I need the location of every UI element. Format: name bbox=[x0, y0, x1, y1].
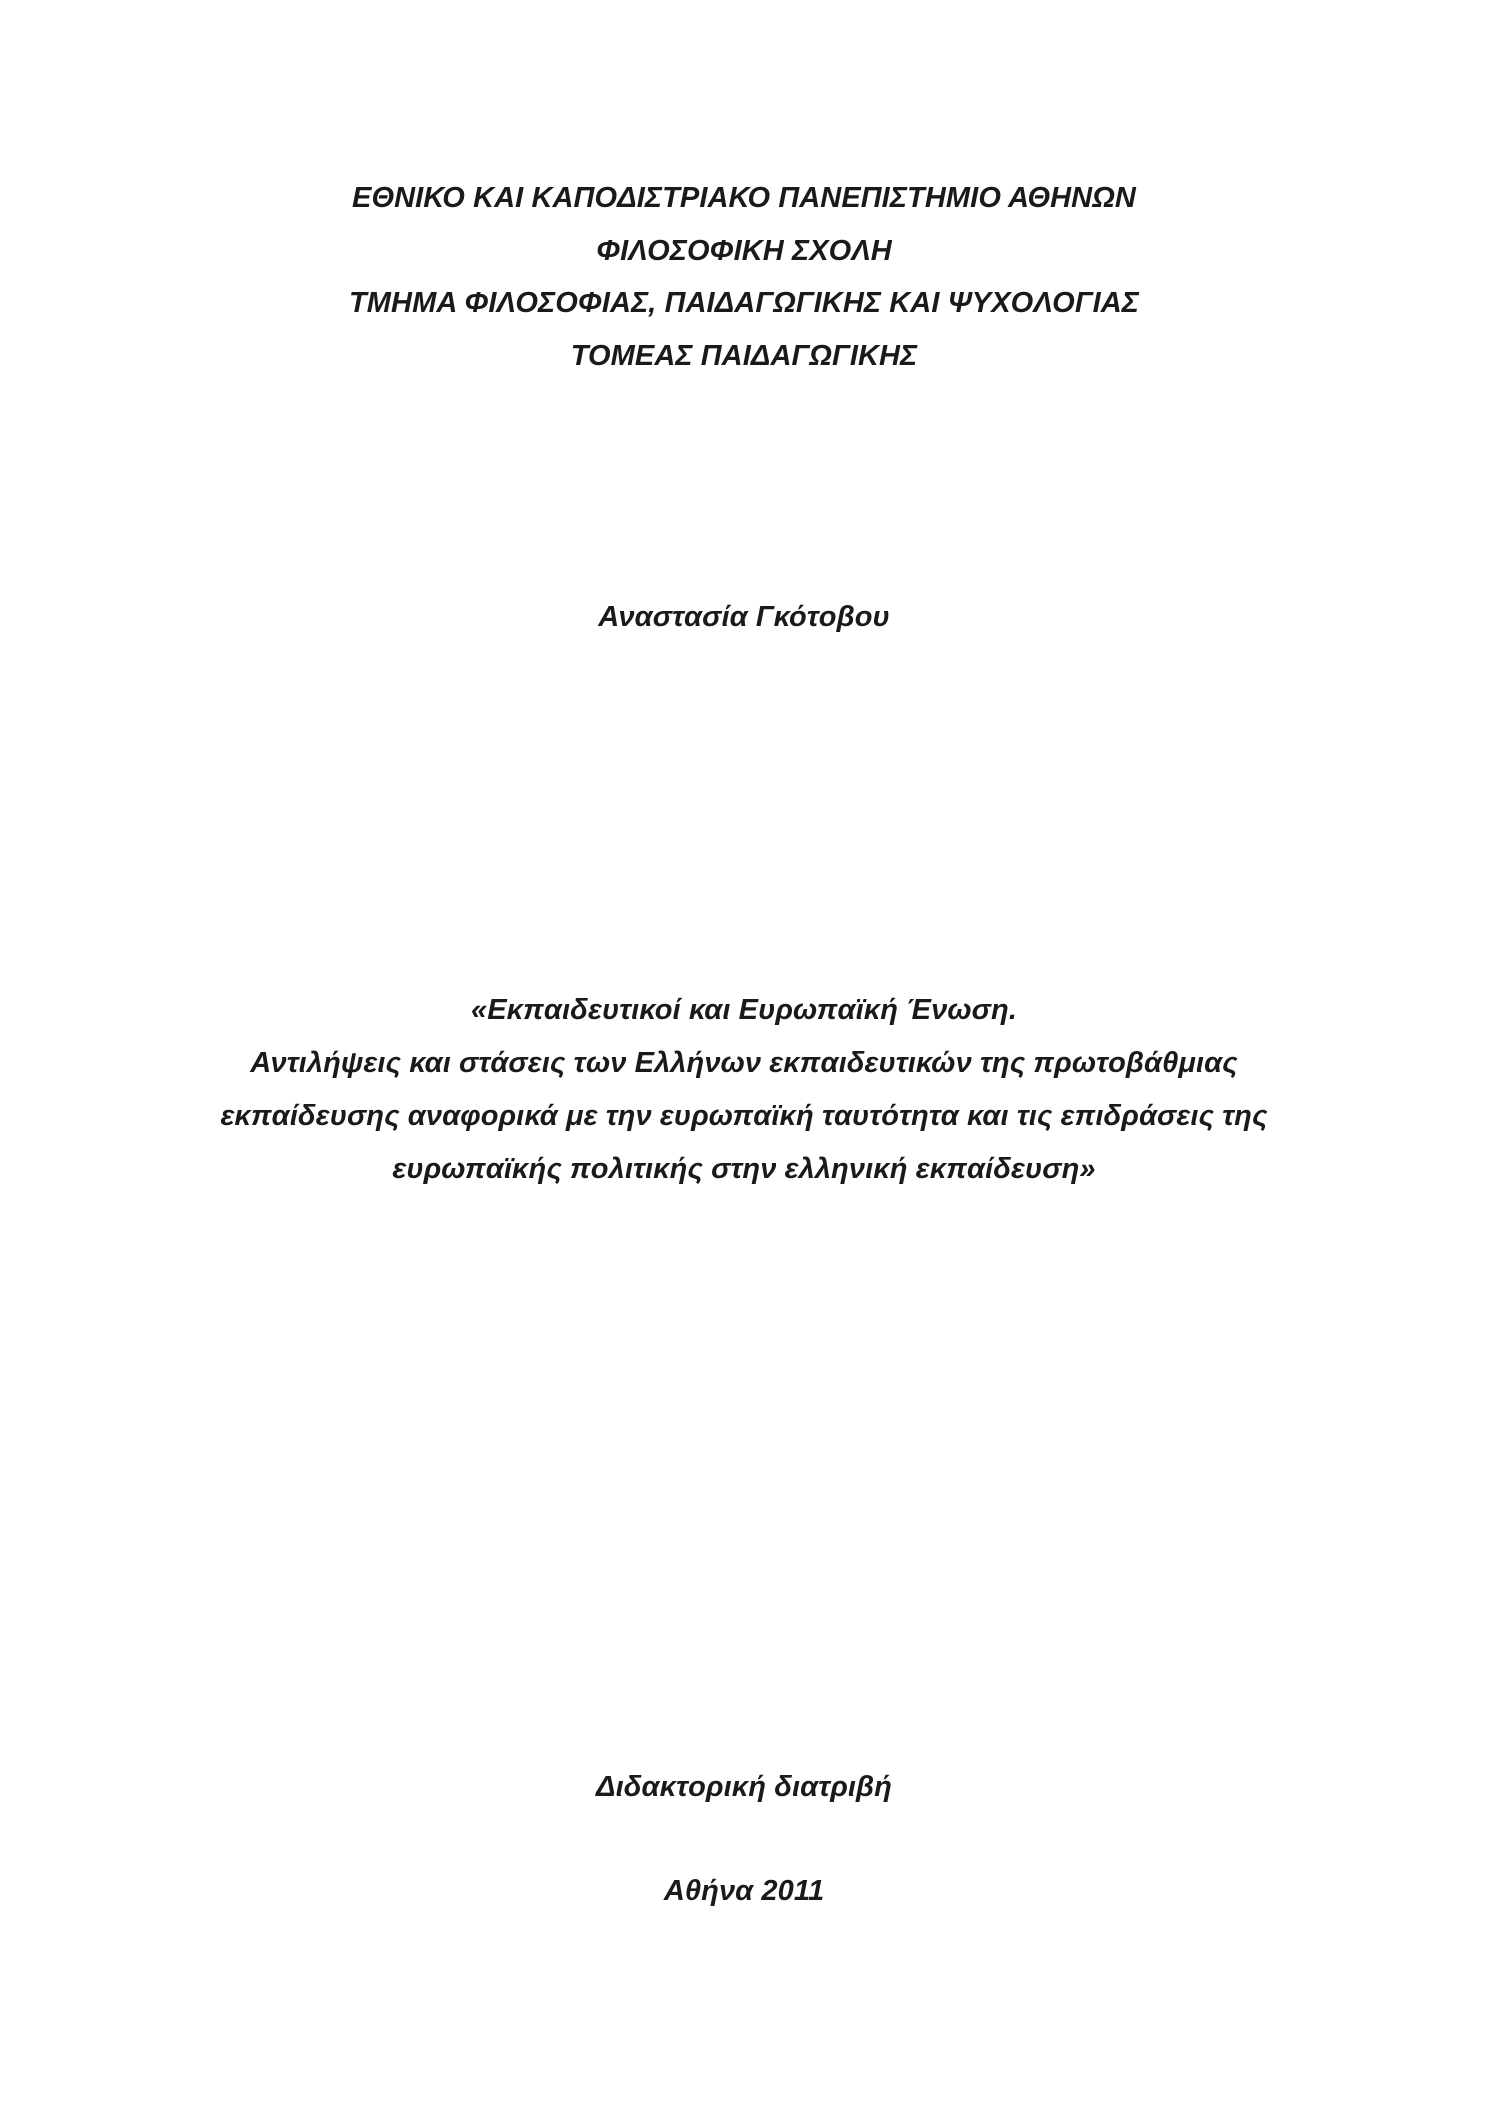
university-name: ΕΘΝΙΚΟ ΚΑΙ ΚΑΠΟΔΙΣΤΡΙΑΚΟ ΠΑΝΕΠΙΣΤΗΜΙΟ ΑΘΗΝΩΝ bbox=[352, 182, 1136, 214]
thesis-title-line-3: εκπαίδευσης αναφορικά με την ευρωπαϊκή ταυτότητα και τις επιδράσεις της bbox=[220, 1100, 1268, 1132]
author-name: Αναστασία Γκότοβου bbox=[598, 601, 890, 633]
school-name: ΦΙΛΟΣΟΦΙΚΗ ΣΧΟΛΗ bbox=[596, 235, 892, 267]
place-year: Αθήνα 2011 bbox=[663, 1875, 825, 1907]
thesis-title-line-4: ευρωπαϊκής πολιτικής στην ελληνική εκπαίδευση» bbox=[392, 1153, 1096, 1185]
thesis-title-line-1: «Εκπαιδευτικοί και Ευρωπαϊκή Ένωση. bbox=[471, 994, 1017, 1026]
department-name: ΤΜΗΜΑ ΦΙΛΟΣΟΦΙΑΣ, ΠΑΙΔΑΓΩΓΙΚΗΣ ΚΑΙ ΨΥΧΟΛΟΓΙΑΣ bbox=[348, 287, 1140, 319]
thesis-title-line-2: Αντιλήψεις και στάσεις των Ελλήνων εκπαιδευτικών της πρωτοβάθμιας bbox=[250, 1047, 1238, 1079]
sector-name: ΤΟΜΕΑΣ ΠΑΙΔΑΓΩΓΙΚΗΣ bbox=[570, 340, 918, 372]
document-type: Διδακτορική διατριβή bbox=[596, 1771, 892, 1803]
